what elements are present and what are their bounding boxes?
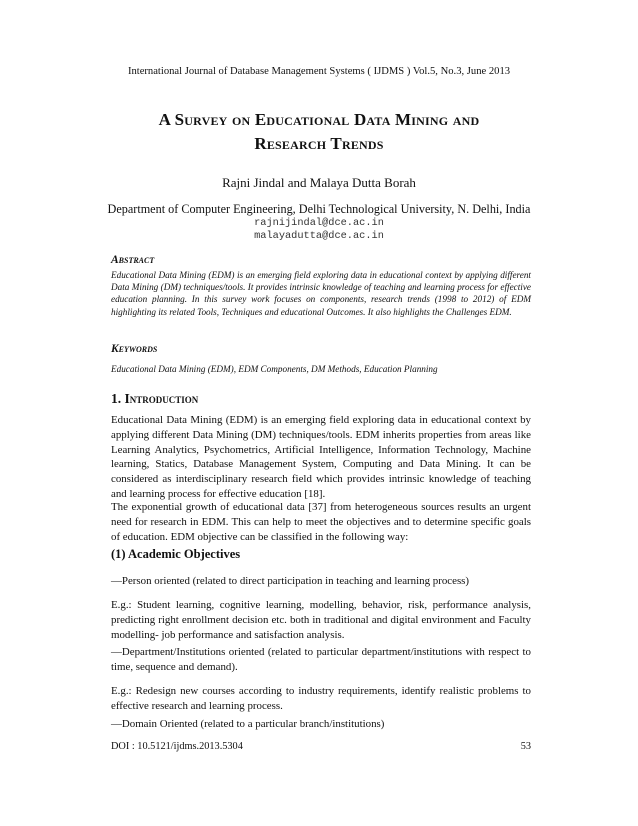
footer-doi: DOI : 10.5121/ijdms.2013.5304: [111, 741, 243, 752]
intro-paragraph-1: Educational Data Mining (EDM) is an emerging field exploring data in educational context by applying different Data Mining (DM) techniques/tools. EDM inherits properties from areas like Learning Analytics, Psychometrics, Artificial Intelligence, Information Technology, Machine learning, Statics, Database Management System, Computing and Data Mining. It can be considered as interdisciplinary research field which provides intrinsic knowledge of teaching and learning process for effective education [18].: [111, 414, 531, 500]
domain-oriented-item: —Domain Oriented (related to a particular branch/institutions): [111, 718, 385, 730]
keywords-text: Educational Data Mining (EDM), EDM Components, DM Methods, Education Planning: [111, 364, 438, 374]
abstract-text: Educational Data Mining (EDM) is an emerging field exploring data in educational context by applying different Data Mining (DM) techniques/tools. It provides intrinsic knowledge of teaching and learning process for effective education planning. In this survey work focuses on components, research trends (1998 to 2012) of EDM highlighting its related Tools, Techniques and educational Outcomes. It also highlights the Challenges EDM.: [111, 270, 531, 317]
subheading-academic-objectives: (1) Academic Objectives: [111, 547, 241, 561]
person-oriented-example: E.g.: Student learning, cognitive learning, modelling, behavior, risk, performance analysis, predicting right enrollment decision etc. both in traditional and digital environment and Faculty modelling- job performance and satisfaction analysis.: [111, 599, 531, 641]
email-link-1[interactable]: rajnijindal@dce.ac.in: [254, 217, 384, 229]
authors: Rajni Jindal and Malaya Dutta Borah: [222, 175, 416, 190]
title-line-1: A Survey on Educational Data Mining and: [158, 110, 480, 129]
affiliation: Department of Computer Engineering, Delhi Technological University, N. Delhi, India: [107, 202, 531, 216]
department-oriented-item: —Department/Institutions oriented (related to particular department/institutions with respect to time, sequence and demand).: [111, 646, 531, 673]
person-oriented-item: —Person oriented (related to direct participation in teaching and learning process): [111, 575, 470, 587]
journal-header: International Journal of Database Management Systems ( IJDMS ) Vol.5, No.3, June 2013: [127, 66, 511, 77]
intro-paragraph-2: The exponential growth of educational data [37] from heterogeneous sources results an urgent need for research in EDM. This can help to meet the objectives and to determine specific goals of education. EDM objective can be classified in the following way:: [111, 501, 531, 543]
page-number: 53: [520, 741, 531, 752]
email-link-2[interactable]: malayadutta@dce.ac.in: [254, 230, 384, 242]
section-heading-introduction: 1. Introduction: [111, 391, 199, 406]
title-line-2: Research Trends: [254, 134, 384, 153]
keywords-heading: Keywords: [111, 343, 158, 355]
abstract-heading: Abstract: [111, 254, 155, 266]
department-oriented-example: E.g.: Redesign new courses according to industry requirements, identify realistic problems to effective research and learning process.: [111, 685, 531, 712]
paper-title: [60, 108, 578, 156]
